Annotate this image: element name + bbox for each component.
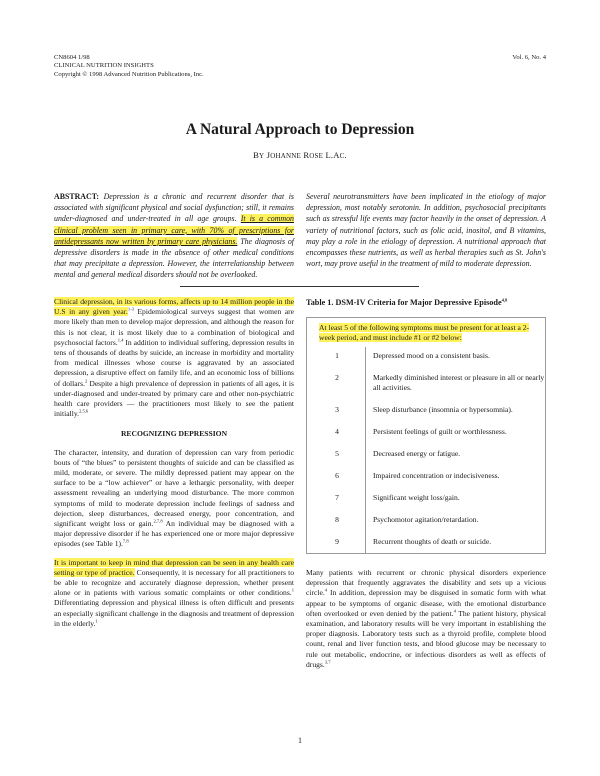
table-1 bbox=[306, 298, 546, 554]
table-row: 6 Impaired concentration or indecisiveness. bbox=[335, 470, 500, 480]
journal-name: CLINICAL NUTRITION INSIGHTS bbox=[54, 62, 154, 70]
table-row: 2 Markedly diminished interest or pleasure in all or nearly all activities. bbox=[335, 372, 545, 392]
practice-highlight: It is important to keep in mind that depression can be seen in any health care setting or type of practice. bbox=[54, 557, 294, 577]
paragraph-intro: Clinical depression, in its various forms, affects up to 14 million people in the U.S in any given year.$^{1-3}$ Epidemiological surveys suggest that women are more likely than men to develop major depression, and although the reason for this is not clear, it is most likely due to a combination of biological and psychosocial factors.$^{1,4}$ In addition to individual suffering, depression results in tens of thousands of deaths by suicide, an increase in morbidity and mortality from medical illnesses whose course is aggravated by an associated depression, a disruptive effect on family life, and an economic loss of billions of dollars.$^2$ Despite a high prevalence of depression in patients of all ages, it is under-diagnosed and under-treated by primary care and other non-psychiatric health care providers — the practitioners most likely to see the patient initially.$^{2,5,6}$ bbox=[54, 297, 294, 419]
abstract-right: Several neurotransmitters have been implicated in the etiology of major depression, most notably serotonin. In addition, psychosocial precipitants such as stressful life events may factor heavily in the onset of depression. A variety of nutritional factors, such as folic acid, inositol, and B vitamins, may play a role in the etiology of depression. A nutritional approach that encompasses these nutrients, as well as herbal therapies such as St. John's wort, may prove useful in the treatment of mild to moderate depression. bbox=[306, 192, 546, 269]
left-column bbox=[54, 297, 294, 629]
abstract-label: ABSTRACT: bbox=[54, 192, 100, 201]
section-divider bbox=[180, 286, 419, 287]
paragraph-practice: It is important to keep in mind that depression can be seen in any health care setting or type of practice. Consequently, it is necessary for all practitioners to be able to recognize and accurately diagnose depression, whether present alone or in patients with various somatic complaints or other conditions.$^1$ Differentiating depression and physical illness is often difficult and presents an especially significant challenge in the diagnosis and treatment of depression in the elderly.$^1$ bbox=[54, 557, 294, 628]
table-row: 4 Persistent feelings of guilt or worthlessness. bbox=[335, 426, 507, 436]
page-number: 1 bbox=[298, 736, 302, 745]
table-title: Table 1. DSM-IV Criteria for Major Depressive Episode$^{4,8}$ bbox=[306, 297, 508, 307]
article-code: CN8604 1/98 bbox=[54, 54, 90, 61]
table-rows bbox=[319, 347, 545, 553]
paragraph-recognizing: The character, intensity, and duration of depression can vary from periodic bouts of “the blues” to persistent thoughts of suicide and can be classified as mild, moderate, or severe. The mildly depressed patient may appear on the surface to be a “low achiever” or have a lethargic personality, with deeper assessment revealing an underlying mood disturbance. The more common symptoms of mild to moderate depression include feelings of sadness and dejection, sleep disturbances, decreased energy, poor concentration, and significant weight loss or gain.$^{2,7,8}$ An individual may be diagnosed with a major depressive disorder if he has experienced one or more major depressive episodes (see Table 1).$^{7,8}$ bbox=[54, 447, 294, 549]
table-row: 7 Significant weight loss/gain. bbox=[335, 492, 460, 502]
article-title: A Natural Approach to Depression bbox=[185, 121, 415, 138]
paragraph-chronic: Many patients with recurrent or chronic physical disorders experience depression that frequently aggravates the disability and sets up a vicious circle.$^4$ In addition, depression may be disguised in somatic form with what appear to be symptoms of organic disease, with the emotional disturbance often overlooked or even denied by the patient.$^4$ The patient history, physical examination, and laboratory results will be very important in establishing the proper diagnosis. Laboratory tests such as a thyroid profile, complete blood count, renal and liver function tests, and blood glucose may be necessary to rule out metabolic, endocrine, or infectious disorders as well as effects of drugs.$^{3,7}$ bbox=[306, 568, 546, 669]
table-row: 9 Recurrent thoughts of death or suicide. bbox=[335, 536, 492, 546]
intro-highlight: Clinical depression, in its various forms, affects up to 14 million people in the U.S in any given year. bbox=[54, 297, 294, 317]
journal-header bbox=[54, 54, 204, 79]
table-row: 8 Psychomotor agitation/retardation. bbox=[335, 514, 479, 524]
table-row: 5 Decreased energy or fatigue. bbox=[335, 448, 461, 458]
section-heading: RECOGNIZING DEPRESSION bbox=[120, 429, 228, 439]
right-column bbox=[306, 568, 546, 670]
table-row: 1 Depressed mood on a consistent basis. bbox=[335, 350, 490, 360]
copyright-line: Copyright © 1998 Advanced Nutrition Publications, Inc. bbox=[54, 70, 204, 78]
table-box bbox=[306, 317, 546, 554]
abstract-highlight: It is a common clinical problem seen in primary care, with 70% of prescriptions for antidepressants now written by primary care physicians. bbox=[54, 214, 294, 246]
table-header: At least 5 of the following symptoms must be present for at least a 2-week period, and must include #1 or #2 below: bbox=[319, 323, 530, 342]
abstract-left: ABSTRACT: Depression is a chronic and recurrent disorder that is associated with significant physical and social dysfunction; still, it remains under-diagnosed and under-treated in all age groups. It is a common clinical problem seen in primary care, with 70% of prescriptions for antidepressants now written by primary care physicians. The diagnosis of depressive disorders is made in the absence of other medical conditions that may precipitate a depression. However, the interrelationship between mental and general medical disorders should not be overlooked. bbox=[54, 192, 294, 280]
volume-label: Vol. 6, No. 4 bbox=[512, 54, 546, 61]
table-row: 3 Sleep disturbance (insomnia or hypersomnia). bbox=[335, 404, 513, 414]
author-line: BY JOHANNE ROSE L.AC. bbox=[253, 150, 347, 160]
